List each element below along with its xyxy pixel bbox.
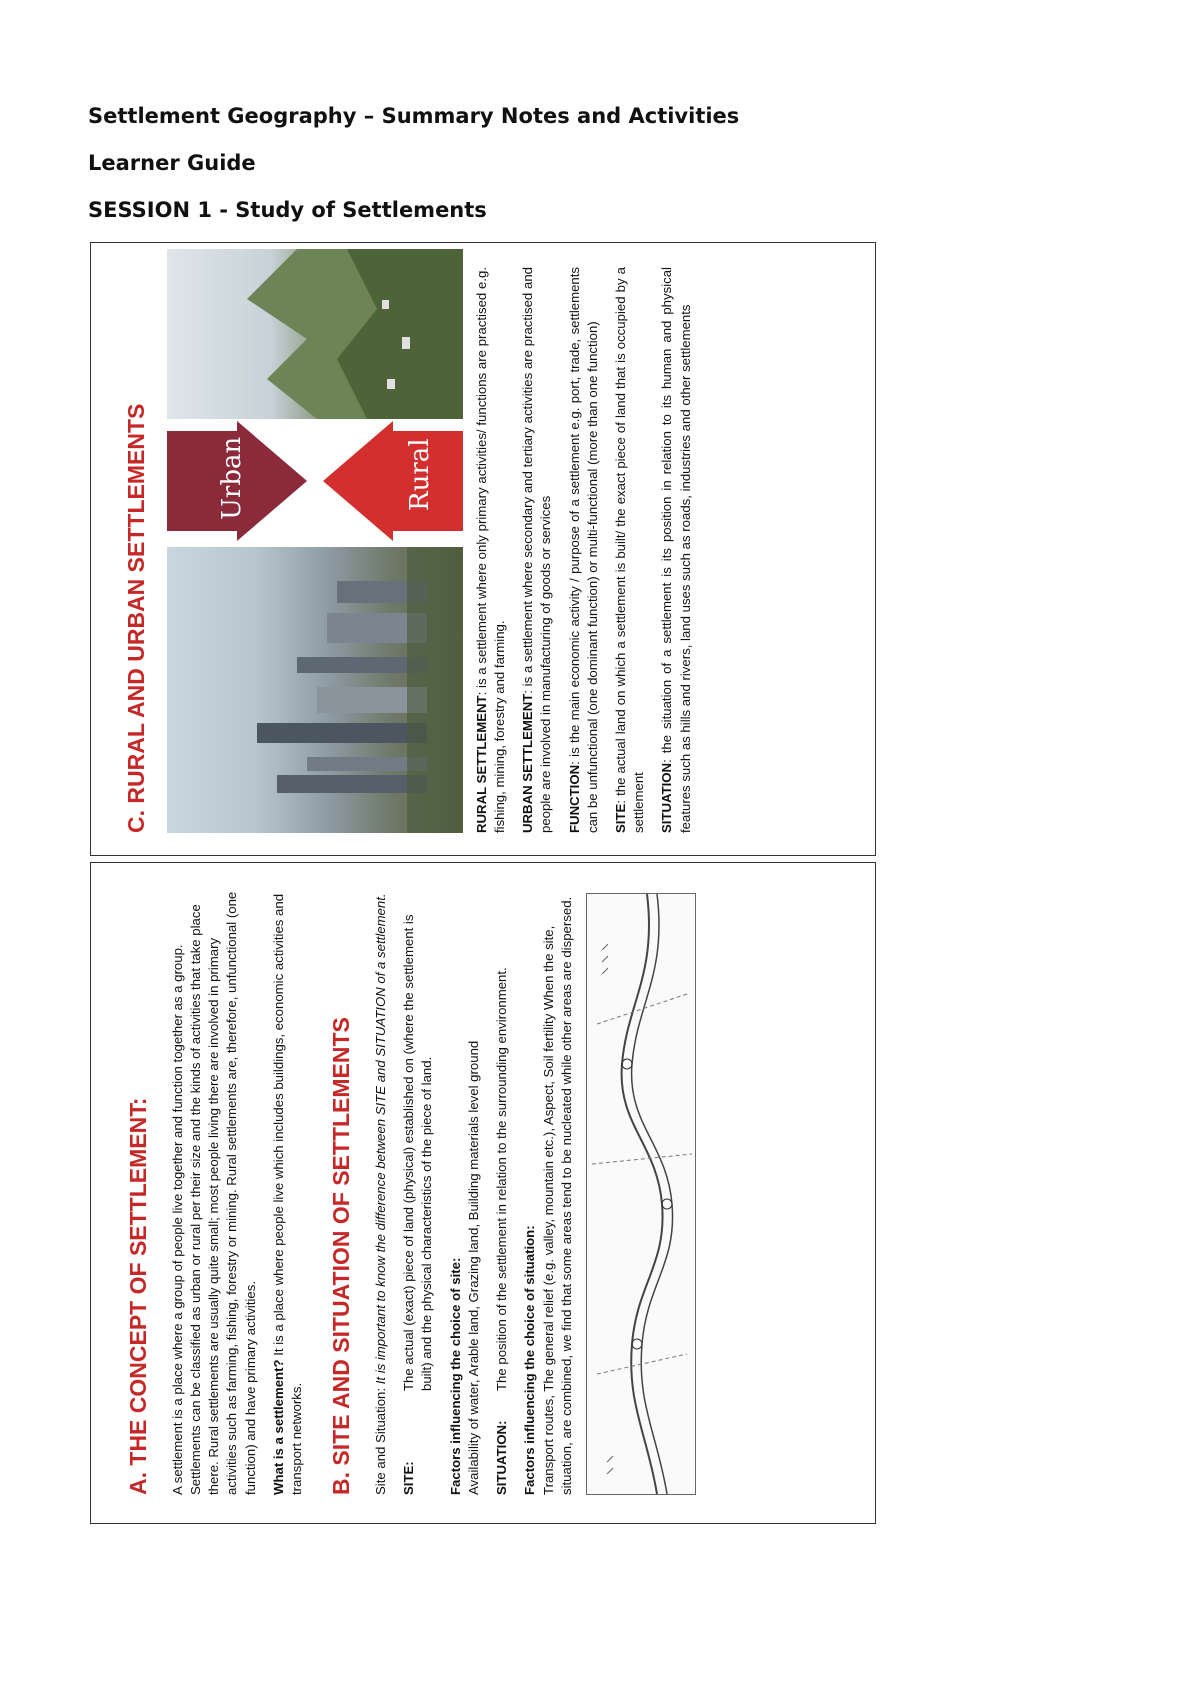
session-title: SESSION 1 - Study of Settlements (88, 198, 487, 222)
river-map-figure (587, 894, 695, 1494)
situation-term: SITUATION (659, 762, 675, 833)
situation-text: The position of the settlement in relation to the surrounding environment. (494, 967, 510, 1391)
site-situation-intro (372, 891, 390, 1495)
factors-site-title: Factors influencing the choice of site: (447, 1257, 463, 1495)
site-text: The actual (exact) piece of land (physical) established on (where the settlement is built) and the physical characteristics of the piece of land. (401, 914, 435, 1391)
factors-site (447, 891, 483, 1495)
situation-term-definition (658, 267, 694, 833)
rural-photo (167, 249, 463, 419)
site-situation-map (586, 893, 696, 1495)
rural-settlement-definition (473, 267, 509, 833)
city-photo (167, 547, 463, 833)
rural-urban-panel (90, 242, 876, 856)
site-situation-lead: Site and Situation: (373, 1384, 388, 1495)
urban-label: Urban (216, 436, 247, 520)
section-a-heading: A. THE CONCEPT OF SETTLEMENT: (125, 1097, 151, 1495)
factors-situation-text: Transport routes, The general relief (e.g. valley, mountain etc.), Aspect, Soil fertility When the site, situation, are combined, we find that some areas tend to be nucleated while other areas are dispersed. (540, 896, 574, 1495)
what-is-question: What is a settlement? (270, 1359, 286, 1495)
rural-term: RURAL SETTLEMENT (473, 695, 489, 833)
rural-label: Rural (404, 438, 435, 511)
document-title: Settlement Geography – Summary Notes and Activities (88, 104, 740, 128)
function-term: FUNCTION (566, 764, 582, 833)
factors-site-text: Availability of water, Arable land, Grazing land, Building materials level ground (465, 1040, 481, 1495)
concept-panel-content (103, 869, 863, 1517)
site-def: : the actual land on which a settlement is built/ the exact piece of land that is occupied by a settlement (613, 267, 647, 833)
concept-panel (90, 862, 876, 1524)
urban-term: URBAN SETTLEMENT (520, 693, 536, 833)
what-is-answer: It is a place where people live which includes buildings, economic activities and transport networks. (270, 893, 305, 1495)
document-subtitle: Learner Guide (88, 151, 256, 175)
what-is-settlement (270, 891, 306, 1495)
factors-situation (521, 891, 576, 1495)
situation-factors-row (521, 891, 576, 1495)
site-label: SITE: (401, 1461, 417, 1495)
section-a-paragraph: A settlement is a place where a group of people live together and function together as a group. Settlements can be classified as urban or rural per their size and the kinds of activities that take place there. Rural settlements are usually quite small; most people living there are involved in primary activities such as farming, fishing, forestry or mining. Rural settlements are, therefore, unfunctional (one function) and have primary activities. (169, 891, 258, 1495)
urban-settlement-definition (519, 267, 555, 833)
site-term-definition (612, 267, 648, 833)
site-situation-note: It is important to know the difference between SITE and SITUATION of a settlement. (373, 893, 388, 1385)
section-b-heading: B. SITE AND SITUATION OF SETTLEMENTS (328, 1017, 355, 1495)
rural-urban-panel-content (103, 247, 863, 851)
urban-def: : is a settlement where secondary and tertiary activities are practised and people are involved in manufacturing of goods or services (520, 267, 554, 833)
situation-label: SITUATION: (494, 1420, 510, 1495)
settlement-images (167, 267, 463, 833)
function-def: : is the main economic activity / purpose of a settlement e.g. port, trade, settlements can be unfunctional (one dominant function) or multi-functional (more than one function) (566, 267, 600, 833)
rural-landscape-drawing (167, 249, 463, 419)
situation-def: : the situation of a settlement is its position in relation to its human and physical features such as hills and rivers, land uses such as roads, industries and other settlements (659, 267, 693, 833)
rural-arrow (323, 421, 463, 541)
site-term: SITE (613, 803, 629, 833)
function-definition (566, 267, 602, 833)
section-c-heading: C. RURAL AND URBAN SETTLEMENTS (123, 403, 149, 833)
rural-def: : is a settlement where only primary activities/ functions are practised e.g. fishing, mining, forestry and farming. (473, 267, 507, 833)
factors-situation-title: Factors influencing the choice of situation: (522, 1225, 538, 1495)
city-skyline-drawing (167, 547, 463, 833)
site-definition (400, 891, 436, 1495)
situation-definition (493, 891, 511, 1495)
